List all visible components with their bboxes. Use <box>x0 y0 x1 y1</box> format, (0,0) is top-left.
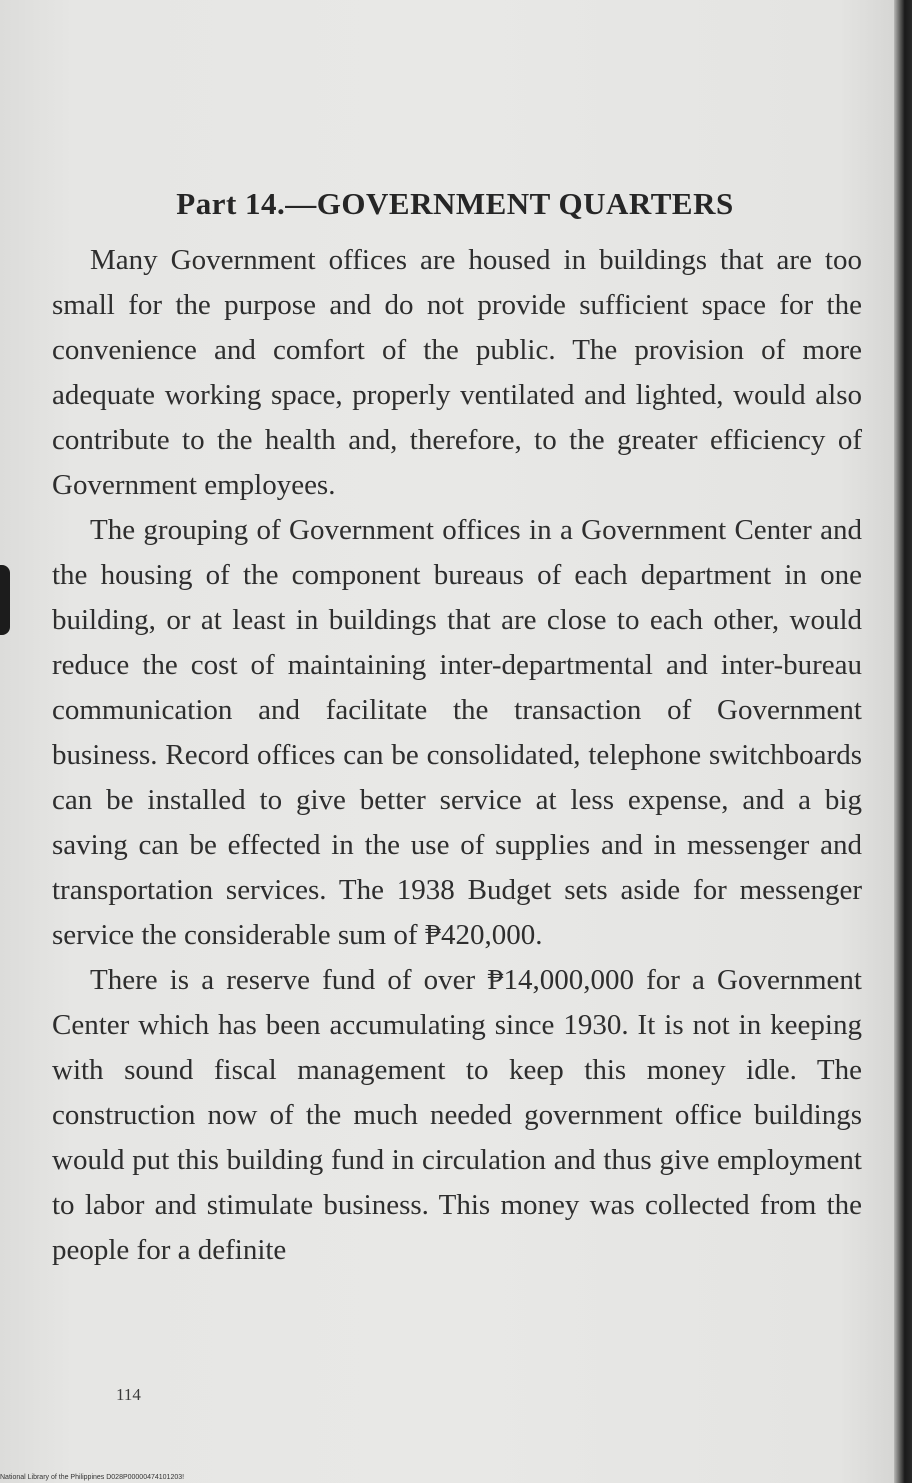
section-heading: Part 14.—GOVERNMENT QUARTERS <box>176 186 734 221</box>
paragraph-1: Many Government offices are housed in buildings that are too small for the purpose and do not provide sufficient space for the convenience and comfort of the public. The provision of more adequate working space, properly ventilated and lighted, would also contribute to the health and, therefore, to the greater efficiency of Government employees. <box>52 244 862 501</box>
scan-footer: National Library of the Philippines D028P00000474101203! <box>0 1474 185 1481</box>
page-number: 114 <box>116 1385 141 1404</box>
paragraph-3: There is a reserve fund of over ₱14,000,000 for a Government Center which has been accumulating since 1930. It is not in keeping with sound fiscal management to keep this money idle. The construction now of the much needed government office buildings would put this building fund in circulation and thus give employment to labor and stimulate business. This money was collected from the people for a definite <box>52 964 862 1266</box>
book-spine-shadow <box>894 0 912 1483</box>
paragraph-2: The grouping of Government offices in a Government Center and the housing of the component bureaus of each department in one building, or at least in buildings that are close to each other, would reduce the cost of maintaining inter-departmental and inter-bureau communication and facilitate the transaction of Government business. Record offices can be consolidated, telephone switchboards can be installed to give better service at less expense, and a big saving can be effected in the use of supplies and in messenger and transportation services. The 1938 Budget sets aside for messenger service the considerable sum of ₱420,000. <box>52 514 862 951</box>
body-text <box>52 238 862 1273</box>
page-edge-mark <box>0 565 10 635</box>
